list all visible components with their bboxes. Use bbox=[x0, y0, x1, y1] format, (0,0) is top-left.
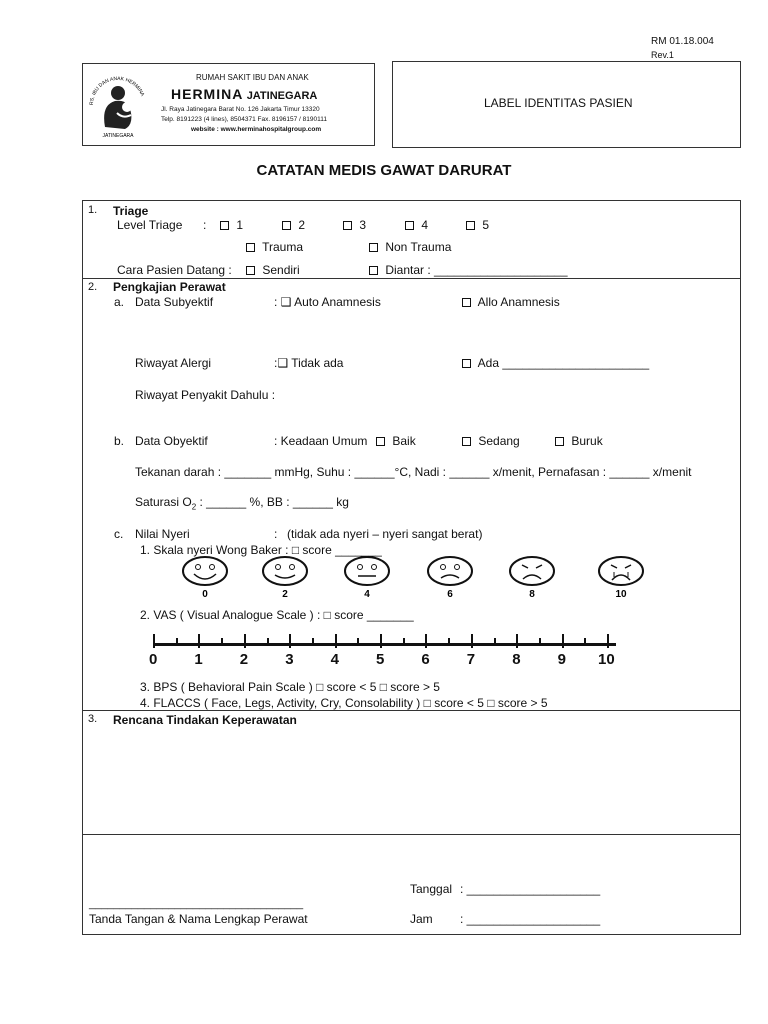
wong-baker-line[interactable]: 1. Skala nyeri Wong Baker : □ score _______ bbox=[140, 543, 382, 557]
patient-label-text: LABEL IDENTITAS PASIEN bbox=[484, 96, 633, 110]
checkbox-icon[interactable] bbox=[462, 437, 471, 446]
hospital-address: Jl. Raya Jatinegara Barat No. 126 Jakarta Timur 13320 bbox=[161, 106, 320, 113]
checkbox-icon[interactable] bbox=[555, 437, 564, 446]
hospital-branch: JATINEGARA bbox=[246, 90, 318, 102]
saturation-line[interactable]: Saturasi $O_2$ : ______ %, BB : ______ kg bbox=[135, 495, 349, 512]
vas-number-3: 3 bbox=[285, 651, 294, 668]
subsection-c-marker: c. bbox=[114, 527, 124, 541]
vas-number-0: 0 bbox=[149, 651, 158, 668]
subjective-data-label: Data Subyektif bbox=[135, 295, 214, 309]
vas-half-tick bbox=[584, 638, 586, 646]
general-condition-label: : Keadaan Umum bbox=[274, 434, 368, 448]
vas-number-5: 5 bbox=[376, 651, 385, 668]
section-2-number: 2. bbox=[88, 281, 98, 293]
date-field[interactable]: : ____________________ bbox=[460, 882, 601, 896]
vas-tick-9 bbox=[562, 634, 564, 648]
row-divider-2 bbox=[82, 710, 741, 711]
vas-number-6: 6 bbox=[421, 651, 430, 668]
patient-label-box bbox=[392, 61, 741, 148]
triage-level-3[interactable]: 3 bbox=[343, 218, 366, 232]
vital-signs-line[interactable]: Tekanan darah : _______ mmHg, Suhu : ______°C, Nadi : ______ x/menit, Pernafasan : ______ x/menit bbox=[135, 465, 692, 479]
logo-bottom-text: JATINEGARA bbox=[102, 133, 134, 139]
checkbox-icon[interactable] bbox=[369, 243, 378, 252]
allo-anamnesis-option[interactable]: Allo Anamnesis bbox=[462, 295, 560, 309]
checkbox-icon[interactable] bbox=[246, 243, 255, 252]
vas-number-10: 10 bbox=[598, 651, 615, 668]
triage-level-4[interactable]: 4 bbox=[405, 218, 428, 232]
vas-tick-6 bbox=[425, 634, 427, 648]
pain-score-colon: : bbox=[274, 527, 278, 541]
checkbox-icon[interactable] bbox=[343, 221, 352, 230]
hospital-name-row bbox=[171, 86, 317, 102]
pain-range-text: (tidak ada nyeri – nyeri sangat berat) bbox=[287, 527, 483, 541]
allergy-none-option[interactable]: :❑ Tidak ada bbox=[274, 356, 344, 370]
face-score-10: 10 bbox=[615, 589, 627, 600]
face-score-0: 0 bbox=[202, 589, 208, 600]
checkbox-icon[interactable] bbox=[369, 266, 378, 275]
vas-tick-0 bbox=[153, 634, 155, 648]
face-0-icon bbox=[183, 557, 227, 585]
arrival-label: Cara Pasien Datang : bbox=[117, 263, 232, 277]
face-score-4: 4 bbox=[364, 589, 370, 600]
document-code: RM 01.18.004 bbox=[651, 36, 714, 47]
vas-half-tick bbox=[176, 638, 178, 646]
condition-moderate-option[interactable]: Sedang bbox=[462, 434, 520, 448]
arrival-escorted-option[interactable]: Diantar : ____________________ bbox=[369, 263, 568, 277]
vas-tick-4 bbox=[335, 634, 337, 648]
wong-baker-faces bbox=[178, 555, 648, 600]
face-10-icon bbox=[599, 557, 643, 585]
signature-label: Tanda Tangan & Nama Lengkap Perawat bbox=[89, 912, 308, 926]
vas-number-7: 7 bbox=[466, 651, 476, 668]
face-score-2: 2 bbox=[282, 589, 288, 600]
face-6-icon bbox=[428, 557, 472, 585]
logo-arc-text: RS. IBU DAN ANAK HERMINA bbox=[88, 75, 146, 106]
hospital-phone: Telp. 8191223 (4 lines), 8504371 Fax. 8196157 / 8190111 bbox=[161, 116, 327, 123]
vas-number-4: 4 bbox=[330, 651, 339, 668]
face-score-6: 6 bbox=[447, 589, 453, 600]
face-score-8: 8 bbox=[529, 589, 535, 600]
checkbox-icon[interactable] bbox=[462, 298, 471, 307]
allergy-yes-option[interactable]: Ada ______________________ bbox=[462, 356, 649, 370]
subsection-a-marker: a. bbox=[114, 295, 125, 309]
trauma-option[interactable]: Trauma bbox=[246, 240, 303, 254]
face-8-icon bbox=[510, 557, 554, 585]
auto-anamnesis-option[interactable]: : ❑ Auto Anamnesis bbox=[274, 295, 381, 309]
vas-tick-2 bbox=[244, 634, 246, 648]
condition-bad-option[interactable]: Buruk bbox=[555, 434, 603, 448]
vas-tick-5 bbox=[380, 634, 382, 648]
vas-number-9: 9 bbox=[557, 651, 566, 668]
vas-number-2: 2 bbox=[239, 651, 249, 668]
triage-level-colon: : bbox=[203, 218, 207, 232]
vas-scale-bar bbox=[154, 643, 616, 646]
section-nursing-plan-heading: Rencana Tindakan Keperawatan bbox=[113, 713, 297, 727]
past-history-label: Riwayat Penyakit Dahulu : bbox=[135, 388, 276, 402]
non-trauma-option[interactable]: Non Trauma bbox=[369, 240, 451, 254]
signature-line[interactable]: ___________________________________ bbox=[89, 898, 304, 910]
hospital-header bbox=[82, 63, 375, 146]
section-assessment-heading: Pengkajian Perawat bbox=[113, 280, 226, 294]
vas-half-tick bbox=[221, 638, 223, 646]
flaccs-line[interactable]: 4. FLACCS ( Face, Legs, Activity, Cry, Consolability ) □ score < 5 □ score > 5 bbox=[140, 696, 548, 710]
face-4-icon bbox=[345, 557, 389, 585]
checkbox-icon[interactable] bbox=[220, 221, 229, 230]
triage-level-label: Level Triage bbox=[117, 218, 183, 232]
triage-level-5[interactable]: 5 bbox=[466, 218, 489, 232]
vas-half-tick bbox=[448, 638, 450, 646]
vas-number-1: 1 bbox=[194, 651, 203, 668]
checkbox-icon[interactable] bbox=[282, 221, 291, 230]
section-3-number: 3. bbox=[88, 713, 98, 725]
checkbox-icon[interactable] bbox=[405, 221, 414, 230]
vas-half-tick bbox=[267, 638, 269, 646]
checkbox-icon[interactable] bbox=[466, 221, 475, 230]
vas-tick-7 bbox=[471, 634, 473, 648]
section-triage-heading: Triage bbox=[113, 204, 149, 218]
hospital-type: RUMAH SAKIT IBU DAN ANAK bbox=[196, 73, 309, 82]
time-field[interactable]: : ____________________ bbox=[460, 912, 601, 926]
row-divider-1 bbox=[82, 278, 741, 279]
arrival-self-option[interactable]: Sendiri bbox=[246, 263, 300, 277]
section-1-number: 1. bbox=[88, 204, 98, 216]
vas-half-tick bbox=[539, 638, 541, 646]
time-label: Jam bbox=[410, 912, 433, 926]
vas-half-tick bbox=[312, 638, 314, 646]
allergy-label: Riwayat Alergi bbox=[135, 356, 212, 370]
objective-data-label: Data Obyektif bbox=[135, 434, 208, 448]
vas-half-tick bbox=[494, 638, 496, 646]
hospital-logo bbox=[87, 69, 149, 141]
triage-level-1[interactable]: 1 bbox=[220, 218, 243, 232]
vas-tick-8 bbox=[516, 634, 518, 648]
vas-tick-10 bbox=[607, 634, 609, 648]
face-2-icon bbox=[263, 557, 307, 585]
date-label: Tanggal bbox=[410, 882, 453, 896]
row-divider-3 bbox=[82, 834, 741, 835]
vas-half-tick bbox=[403, 638, 405, 646]
condition-good-option[interactable]: Baik bbox=[376, 434, 416, 448]
checkbox-icon[interactable] bbox=[246, 266, 255, 275]
form-title: CATATAN MEDIS GAWAT DARURAT bbox=[256, 162, 512, 179]
document-revision: Rev.1 bbox=[651, 50, 674, 60]
pain-score-label: Nilai Nyeri bbox=[135, 527, 190, 541]
hospital-website: website : www.herminahospitalgroup.com bbox=[191, 126, 322, 133]
triage-level-2[interactable]: 2 bbox=[282, 218, 305, 232]
bps-line[interactable]: 3. BPS ( Behavioral Pain Scale ) □ score < 5 □ score > 5 bbox=[140, 680, 440, 694]
vas-line[interactable]: 2. VAS ( Visual Analogue Scale ) : □ score _______ bbox=[140, 608, 414, 622]
vas-number-8: 8 bbox=[512, 651, 521, 668]
vas-half-tick bbox=[357, 638, 359, 646]
vas-tick-1 bbox=[198, 634, 200, 648]
subsection-b-marker: b. bbox=[114, 434, 125, 448]
checkbox-icon[interactable] bbox=[376, 437, 385, 446]
checkbox-icon[interactable] bbox=[462, 359, 471, 368]
vas-tick-3 bbox=[289, 634, 291, 648]
hospital-name: HERMINA bbox=[171, 86, 244, 102]
